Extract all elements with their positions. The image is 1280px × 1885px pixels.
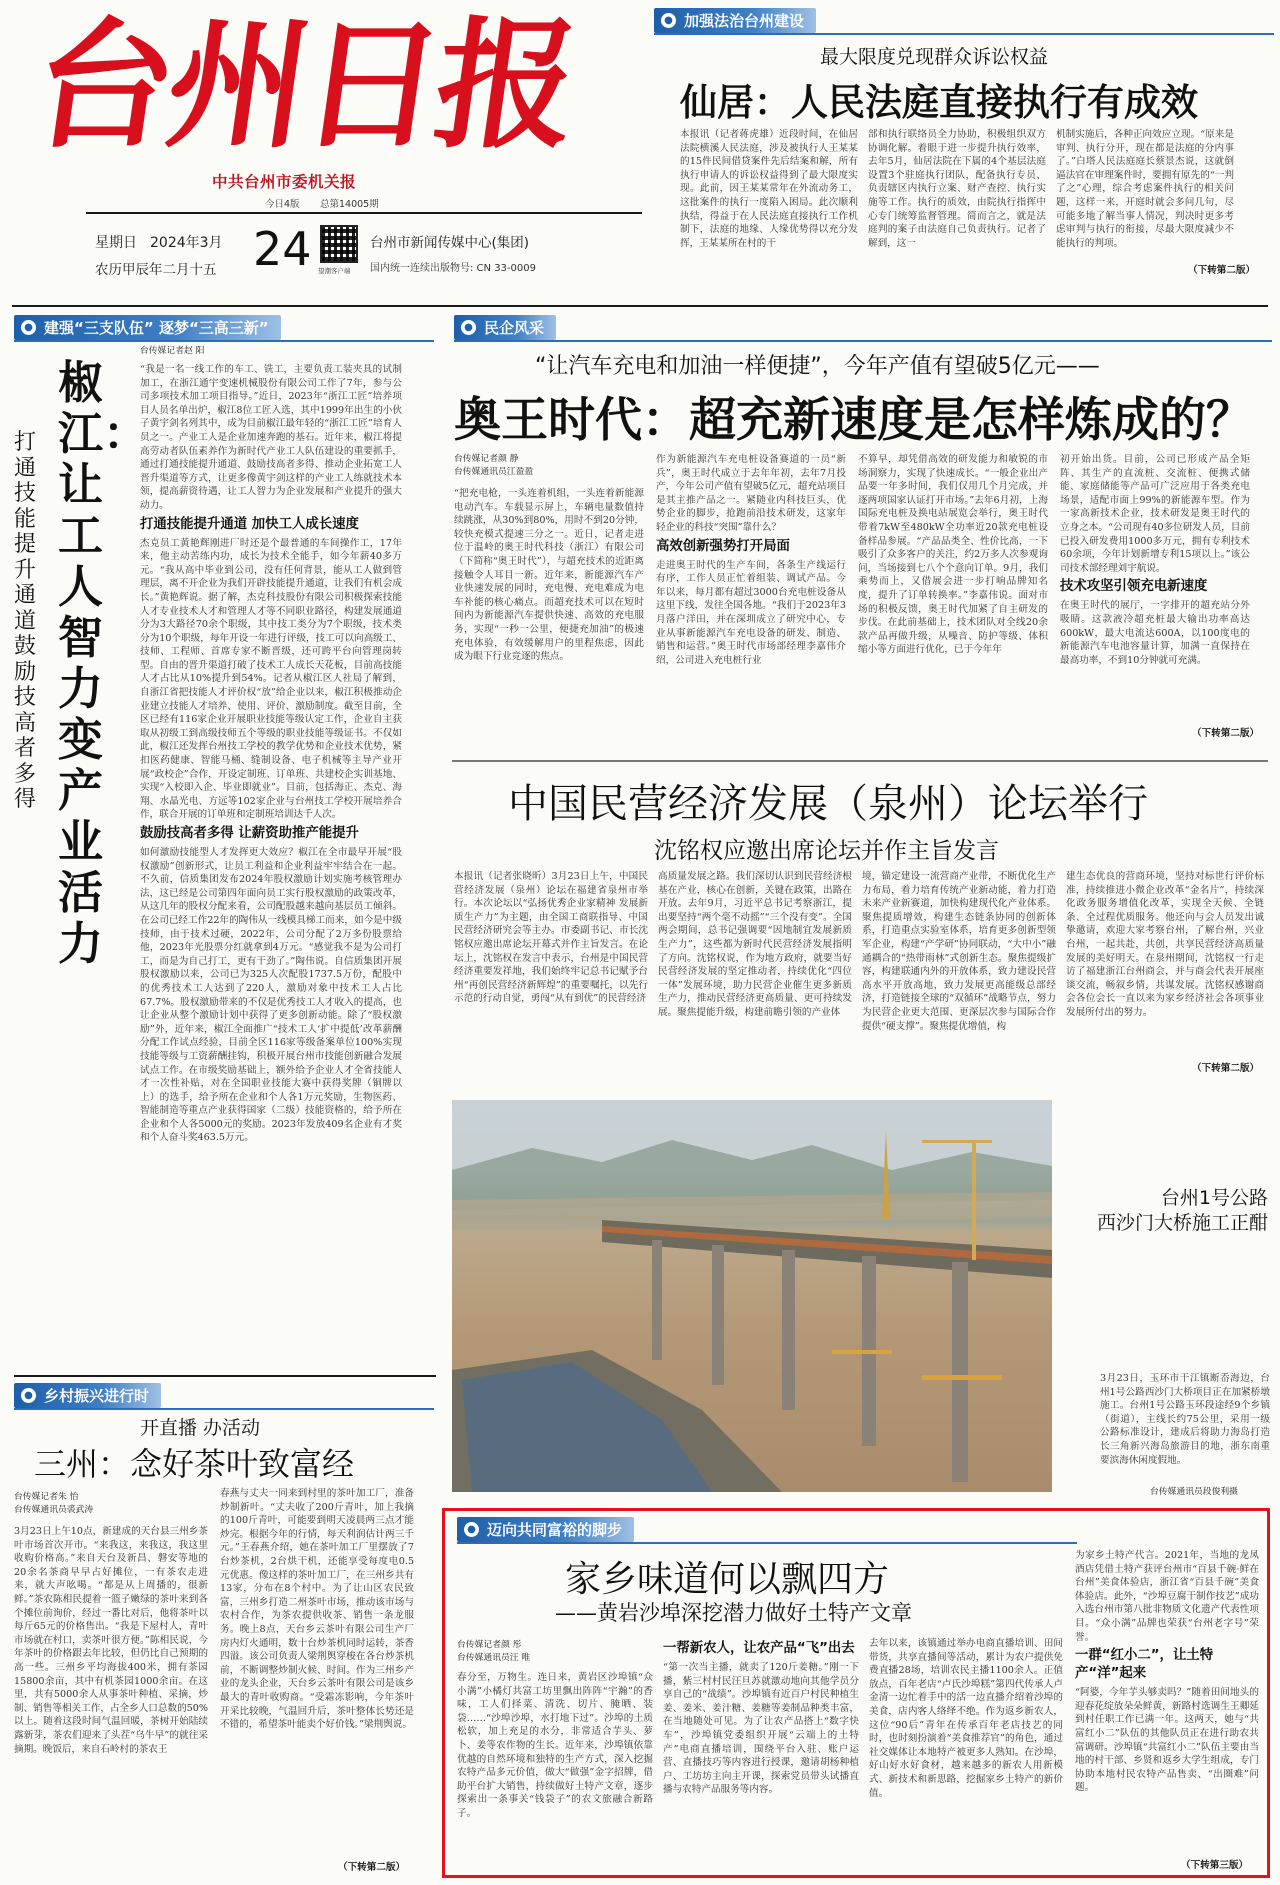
page-count: 今日4版 [265, 199, 300, 210]
article-column: 本报讯（记者蒋虎雄）近段时间，在仙居法院横溪人民法庭，涉及被执行人王某某的15件民间借贷案件先后结案和解，所有执行申请人的诉讼权益得到了最大限度实现。此前，因王某某常年在外流动务工，这批案件的执行一度陷入困局。此次顺利执结，得益于在人民法庭直接执行工作机制下，法庭的地缘、人缘优势得以充分发挥，王某某所在村的干 [680, 129, 858, 249]
issue-number: 总第14005期 [320, 199, 379, 210]
photo-title-line: 西沙门大桥施工正酣 [1096, 1212, 1268, 1234]
continued-note: （下转第二版） [1188, 265, 1256, 276]
section-tag-line [14, 340, 434, 342]
byline: 台传媒记者颜 彤 [457, 1640, 522, 1650]
article-headline: 仙居：人民法庭直接执行有成效 [680, 81, 1198, 124]
article-column: 机制实施后，各种正向效应立现。“原来是审判、执行分开，现在都是法庭的分内事了。”白塔人民法庭庭长蔡景杰说，这就倒逼法官在审理案件时，要拥有原先的“一判了之”心理，综合考虑案件执行的相关问题，这样一来，开庭时就会多问几句，尽可能多地了解当事人情况，判决时更多考虑审判与执行的衔接，尽最大限度减少不能执行的判项。 [1056, 129, 1234, 249]
article-column: 境，锚定建设一流营商产业带，不断优化生产力布局，着力培育传统产业新动能，着力打造未来产业新赛道，加快构建现代化产业体系。聚焦提质增效，构建生态链条协同的创新体系，打造重点实验室体系，培育更多创新型领军企业，构建“产学研”协同联动，“大中小”融通耦合的“热带雨林”式创新生态。聚焦提级扩容，构建联通内外的开放体系，致力建设民营高水平开放高地，致力发展更高能级总部经济，打造链接全球的“双循环”战略节点，努力为民营企业更大范围、更深层次参与国际合作提供“硬支撑”。聚焦提优增值，构 [862, 871, 1056, 1032]
article-column [1075, 1549, 1259, 1855]
section-badge-icon: ● [461, 320, 476, 335]
byline: 台传媒记者赵 阳 [140, 346, 205, 356]
qr-code[interactable] [320, 225, 358, 263]
weekday: 星期日 [95, 235, 137, 251]
section-tag-rule-of-law [654, 8, 816, 33]
article-subhead: 沈铭权应邀出席论坛并作主旨发言 [654, 838, 999, 864]
paragraph: 为家乡土特产代言。2021年，当地的龙凤酒店凭借土特产获评台州市“百县千碗·鲜在台州”美食体验店，浙江省“百县千碗”美食体验店。此外，“沙埠豆腐干制作技艺”成功入选台州市第八批非物质文化遗产代表性项目。“众小满”品牌也荣获“台州老字号”荣誉。 [1075, 1550, 1259, 1643]
article-column [656, 453, 846, 739]
article-column [1060, 453, 1250, 725]
byline: 台传媒记者朱 怡 [14, 1492, 79, 1502]
continued-note: （下转第二版） [1192, 1063, 1260, 1074]
section-tag-label: 建强“三支队伍” 逐梦“三高三新” [44, 319, 269, 337]
logo-text: 台州日报 [46, 6, 576, 156]
day-number: 24 [253, 222, 312, 276]
section-tag-common-prosperity [457, 1517, 634, 1542]
lunar-date: 农历甲辰年二月十五 [95, 262, 217, 278]
paragraph: “第一次当主播，就卖了120斤姜糖。”刚一下播，紫三村村民汪旦苏就激动地向其他学员分享自己的“战绩”。沙埠镇有近百户村民种植生姜、姜米、姜汁糖、姜糖等姜制品种类丰富，在当地随处可见。为了让农产品搭上“数字快车”，沙埠镇党委组织开展“云端上的土特产”电商直播培训，围绕平台入驻、账户运营、直播技巧等内容进行授课，邀请胡杨种植户、工坊坊主向主开课，探索党员带头试播直播与农特产品服务等内容。 [663, 1662, 859, 1796]
article-subhead: ——黄岩沙埠深挖潜力做好土特产文章 [555, 1601, 912, 1625]
article-column: 高质量发展之路。我们深切认识到民营经济根基在产业，核心在创新，关键在政策，出路在开放。去年9月，习近平总书记考察浙江，提出要坚持“两个毫不动摇”“三个没有变”。全国两会期间，总书记强调要“因地制宜发展新质生产力”，这些都为新时代民营经济发展指明了方向。沈铭权说，作为地方政府，就要当好民营经济发展的坚定推动者，持续优化“四位一体”发展环境，助力民营企业催生更多新质生产力，推动民营经济更高质量、更可持续发展。聚焦提能升级，构建前瞻引领的产业体 [658, 871, 852, 1018]
section-tag-private-enterprise [454, 315, 556, 340]
common-prosperity-article [442, 1508, 1270, 1878]
section-tag-label: 迈向共同富裕的脚步 [487, 1521, 623, 1539]
article-column [663, 1637, 859, 1871]
section-tag-skills [14, 315, 281, 340]
byline: 台传媒通讯员裘武涛 [14, 1505, 94, 1515]
section-tag-line [14, 1408, 434, 1410]
photo-title-line: 台州1号公路 [1160, 1187, 1268, 1209]
rule-of-law-article [650, 0, 1280, 305]
new-energy-article [440, 305, 1280, 775]
article-column: 春分至，万物生。连日来，黄岩区沙埠镇“众小满”小橘灯共富工坊里飘出阵阵“宇瀚”的香味，工人们择菜、清洗、切片、腌晒、装袋……“沙埠沙埠，水打地下过”。沙埠的土质松软，加上充足的水分，非常适合芋头、萝卜、姜等农作物的生长。近年来，沙埠镇依靠优越的自然环境和独特的生产方式，深入挖掘农特产品多元价值，做大“做强”金字招牌，借助平台扩大销售，持续做好土特产文章，逐步探索出一条事关“钱袋子”的农文旅融合新路子。 [457, 1672, 653, 1819]
skills-main-column [140, 363, 402, 1239]
masthead-rule [86, 212, 642, 214]
paragraph: 如何激励技能型人才发挥更大效应？椒江在全市最早开展“股权激励”创新形式，让员工利益和企业利益牢牢结合在一起。不久前，信质集团发布2024年股权激励计划实施考核管理办法，这已经是公司第四年面向员工实行股权激励的政策改革，从这几年的股权分配来看，公司配股越来越向基层员工倾斜。在公司已经工作22年的陶伟从一线模具梯工而来，如今是中级技师，由于技术过硬，2022年，公司分配了2万多份股票给他，2023年光股票分红就拿到4万元。“感觉我不是为公司打工，而是为自己打工，更有干劲了。”陶伟说。自信质集团开展股权激励以来，公司已为325人次配股1737.5万份，配股中的优秀技术工人达到了220人，激励对象中技术工人占比67.7%。股权激励带来的不仅是优秀技工人才收入的提高，也让企业从整个激励计划中获得了更多创新动能。除了“股权激励”外，近年来，椒江全面推广“技术工人‘扩中提低’改革薪酬分配工作试点经验，目前全区116家等级备案单位100%实现技能等级与工资薪酬挂钩，积极开展台州市技能创新融合发展试点工作。在市级奖励基础上，额外给予企业人才全省技能人才一次性补贴，对在全国职业技能大赛中获得奖牌（铜牌以上）的选手，给予所在企业和个人各1万元奖励，生物医药、智能制造等重点产业获得国家（二级）技能资格的，给予所在企业和个人各5000元的奖励。2023年发放409名企业有才奖和个人奋斗奖463.5万元。 [140, 847, 402, 1144]
article-headline: 中国民营经济发展（泉州）论坛举行 [508, 781, 1148, 827]
photo-caption: 3月23日，玉环市干江镇断岙海边，台州1号公路西沙门大桥项目正在加紧桥墩施工。台州1号公路玉环段途经9个乡镇（街道），主线长约75公里，采用一级公路标准设计，建成后将助力海岛打造长三角新兴海岛旅游目的地，浙东南重要滨海休闲度假地。 [1100, 1373, 1270, 1466]
section-tag-line [457, 1542, 1077, 1544]
logo-calligraphy-icon [46, 6, 576, 156]
section-tag-label: 加强法治台州建设 [684, 12, 805, 30]
article-kicker: “让汽车充电和加油一样便捷”，今年产值有望破5亿元—— [535, 354, 1100, 379]
subheading: 鼓励技高者多得 让薪资助推产能提升 [140, 826, 359, 841]
qr-caption: 望潮客户端 [318, 267, 351, 275]
bridge-photo [452, 1100, 1052, 1492]
article-kicker: 开直播 办活动 [140, 1417, 261, 1439]
paragraph: 走进奥王时代的生产车间，各条生产线运行有序，工作人员正忙着组装、调试产品。今年以来，每月都有超过3000台充电桩设备从这里下线，发往全国各地。“我们于2023年3月落户洋田，并在深圳成立了研究中心，专业从事新能源汽车充电设备的研发、制造、销售和运营。”奥王时代市场部经理李嘉伟介绍，公司进入充电桩行业 [656, 559, 846, 666]
section-tag-label: 乡村振兴进行时 [44, 1387, 150, 1405]
article-headline: 家乡味道何以飘四方 [565, 1559, 890, 1600]
cn-code: 国内统一连续出版物号: CN 33-0009 [370, 263, 536, 274]
continued-note: （下转第二版） [338, 1862, 406, 1873]
org-name: 中共台州市委机关报 [212, 173, 357, 191]
paragraph: “我是一名一线工作的车工、铣工，主要负责工装夹具的试制加工，在浙江通宇变速机械股份有限公司工作了7年，参与公司多项技术加工项目指导。”近日，2023年“浙江工匠”培养项目人员名单出炉，椒江8位工匠入选，其中1999年出生的小伙子黄宇剑名列其中，成为目前椒江最年轻的“浙江工匠”培育人员之一。产业工人是企业加速奔跑的基石。近年来，椒江将提高劳动者队伍素养作为新时代产业工人队伍建设的重要抓手，通过打通技能提升通道、鼓励技高者多得、推动企业拓宽工人晋升渠道等方式，让更多像黄宇剑这样的产业工人练就技术本领，提高薪资待遇，让工人智力为企业发展和产业提升的强大动力。 [140, 364, 402, 511]
photo-title [1068, 1186, 1268, 1236]
article-column: 部和执行联络员全力协助，积极组织双方协调化解。着眼于进一步提升执行效率，去年5月，仙居法院在下属的4个基层法庭设置3个驻庭执行团队，配备执行专员、负责辖区内执行立案、财产查控、执行实施等工作。执行的质效，由院执行指挥中心专门统筹监督管理。简而言之，就是法庭判的案子由法庭自己负责执行。记者了解到，这一 [868, 129, 1046, 249]
section-badge-icon: ● [21, 1388, 36, 1403]
newspaper-logo [46, 6, 576, 156]
date-text: 2024年3月 [150, 235, 223, 251]
article-column: 春燕与丈夫一同来到村里的茶叶加工厂，准备炒制新叶。“丈夫收了200斤青叶，加上我摘的100斤青叶，可能要到明天凌晨两三点才能炒完。根据今年的行情，每天利润估计两三千元。”王春燕介绍，她在茶叶加工厂里摆放了7台炒茶机，2台烘干机，还能享受每度电0.5元优惠。像这样的茶叶加工厂，在三州乡共有13家，分布在8个村中。为了让山区农民致富，三州乡打造二州茶叶市场，推动该市场与农村合作，为茶农提供收茶、销售一条龙服务。晚上8点，天台乡云茶叶有限公司生产厂房内灯火通明，数十台炒茶机同时运转，茶香四溢。该公司负责人梁荆舆穿梭在各台炒茶机前，不断调整炒制火候、时间。作为三州乡产业的龙头企业，天台乡云茶叶有限公司是该乡最大的青叶收购商。“受霜冻影响，今年茶叶开采比较晚，气温回升后，茶叶整体长势还是不错的，希望茶叶能卖个好价钱。”梁荆舆说。 [220, 1488, 414, 1731]
article-column: 建生态优良的营商环境，坚持对标世行评价标准，持续推进小微企业改革“金名片”，持续深化政务服务增值化改革，实现全天候、全链条、全过程优质服务。他还向与会人员发出诚挚邀请，欢迎大家考察台州，了解台州，兴业台州，一起共赴，共创，共享民营经济高质量发展的美好明天。在泉州期间，沈铭权一行走访了福建浙江台州商会，并与商会代表开展座谈交流，畅叙乡情，共谋发展。沈铭权感谢商会各位会长一直以来为家乡经济社会各项事业发展所付出的努力。 [1066, 871, 1264, 1018]
subheading: 一帮新农人，让农产品“飞”出去 [663, 1641, 855, 1656]
article-column: 去年以来，该镇通过举办电商直播培训、田间带货，共享直播间等活动，累计为农户提供免费直播28场，培训农民主播1100余人。正值放点，百年老店“卢氏沙埠糕”第四代传承人卢金清一边忙着手中的活一边直播介绍着沙埠的美食，店内客人络绎不绝。作为返乡新农人，这位“90后”青年在传承百年老店技艺的同时，也时刻扮演着“美食推荐官”的角色，通过社交媒体让本地特产被更多人熟知。在沙埠，好山好水好食材，越来越多的新农人用新模式、新技术和新思路，挖掘家乡土特产的新价值。 [869, 1638, 1063, 1799]
section-badge-icon: ● [661, 13, 676, 28]
continued-note: （下转第二版） [1192, 728, 1260, 739]
article-headline: 三州：念好茶叶致富经 [34, 1445, 355, 1483]
bridge-illustration-icon [452, 1100, 1052, 1492]
continued-note: （下转第三版） [1181, 1860, 1249, 1871]
article-kicker: 最大限度兑现群众诉讼权益 [820, 46, 1049, 68]
section-tag-label: 民企风采 [484, 319, 545, 337]
forum-article [440, 762, 1280, 1092]
article-column: 本报讯（记者张晓昕）3月23日上午，中国民营经济发展（泉州）论坛在福建省泉州市举行。本次论坛以“弘扬优秀企业家精神 发展新质生产力”为主题，由全国工商联指导、中国民营经济研究会等主办。市委副书记、市长沈铭权应邀出席论坛开幕式并作主旨发言。在论坛上，沈铭权在发言中表示，台州是中国民营经济重要发祥地，我们始终牢记总书记赋予台州“再创民营经济新辉煌”的重要嘱托，以先行示范的行动自觉，勇闯“从有到优”的民营经济 [454, 871, 648, 1005]
subheading: 打通技能提升通道 加快工人成长速度 [140, 516, 359, 532]
paragraph: 作为新能源汽车充电桩设备赛道的一员“新兵”，奥王时代成立于去年年初，去年7月投产，今年公司产值有望破5亿元，超充站项目是其主推产品之一。紧随业内科技巨头，优势企业的脚步，抢跑前沿技术研发，这家年轻企业的科技“突围”靠什么？ [656, 454, 846, 533]
paragraph: 初开始出货。目前，公司已形成产品全矩阵、其生产的直流桩、交流桩、便携式储能、家庭储能等产品可广泛应用于各类充电场景，适配市面上99%的新能源车型。作为一家高新技术企业，技术研发是奥王时代的立身之本。“公司现有40多位研发人员，目前已投入研发费用1000多万元，拥有专利技术60余项，今年计划新增专利15项以上。”该公司技术部经理刘宇航说。 [1060, 454, 1250, 574]
section-tag-rural [14, 1383, 161, 1408]
paragraph: “阿婆，今年芋头够卖吗？”随着田间地头的迎春花绽放朵朵鲜黄，新路村选调生王卿延到村任职工作已满一年。这两天，她与“共富红小二”队伍的其他队员正在进行助农共富调研。沙埠镇“共富红小二”队伍主要由当地的村干部、乡贤和返乡大学生组成，专门协助本地村民农特产品售卖、“出圈难”问题。 [1075, 1687, 1259, 1794]
section-badge-icon: ● [21, 320, 36, 335]
publisher: 台州市新闻传媒中心(集团) [370, 235, 530, 251]
subheading: 高效创新强势打开局面 [656, 538, 790, 554]
paragraph: 在奥王时代的展厅，一字排开的超充站分外吸睛。这款液冷超充桩最大输出功率高达600kW，最大电流达600A，以100度电的新能源汽车电池容量计算，加满一直保持在最高功率，不到10分钟就可充满。 [1060, 600, 1250, 666]
section-tag-line [454, 340, 1272, 342]
article-column: “把充电枪，一头连着机组，一头连着新能源电动汽车。车载显示屏上，车辆电量数值持续跳涨，从30%到80%，用时不到20分钟，较快充模式提速三分之一。近日，记者走进位于温岭的奥王时代科技（浙江）有限公司（下简称“奥王时代”），与超充技术的近距离接触令人耳目一新。近年来，新能源汽车产业快速发展的同时，充电慢、充电难成为电车补能的核心痛点。而超充技术可以在短时间内为新能源汽车提供快速、高效的充电服务，实现“一秒一公里，便捷充加油”的极速充电体验，有效缓解用户的里程焦虑，因此成为眼下行业竞逐的焦点。 [454, 488, 644, 663]
subheading: 技术攻坚引领充电新速度 [1060, 579, 1208, 595]
tea-article [0, 1375, 440, 1885]
skills-article [0, 305, 440, 1385]
byline: 台传媒记者颜 静 [454, 454, 519, 464]
article-column: 3月23日上午10点，新建成的天台县三州乡茶叶市场首次开市。“来我这，来我这，我这里收购价格高。”来自天台及新昌、磐安等地的20余名茶商早早占好摊位，一有茶农走进来，就大声吆喝。“都是从上周播的，很新鲜。”茶农陈相民提着一篮子嫩绿的茶叶来到各个摊位前询价，经过一番比对后，他将茶叶以每斤65元的价格售出。“我是下屋村人，青叶市场就在村口，卖茶叶很方便。”陈相民说，今年茶叶的价格跟去年比较，但仍比自己预期的高一些。三州乡平均海拔400米，拥有茶园15800余亩，其中有机茶园1000余亩。在这里，共有5000余人从事茶叶种植、采摘，炒制、销售等相关工作，占全乡人口总数的50%以上。随着这段时间气温回暖，茶树开始陆续露新芽，茶农们迎来了头茬“乌牛早”的就往采摘期。晚饭后，来自石岭村的茶农王 [14, 1526, 208, 1755]
section-tag-line [654, 33, 1274, 35]
paragraph: 杰克员工黄艳辉刚进厂时还是个最普通的车间操作工，17年来，他主动苦练内功，成长为技术全能手，如今年薪40多万元。“我从高中毕业到公司，没有任何背景，能从工人做到管理层，离不开企业为我们开辟技能提升通道，让我们有机会成长。”黄艳辉说。据了解，杰克科技股份有限公司积极探索技能人才专业技术人才和管理人才等不同职业路径，构建发展通道分为3大路径70余个职级，其中技工类分为7个职级，技术类分为10个职级，每年开设一年进行评级，技工可以向高级工、技师、工程师、首席专家不断晋级，还可跨平台向管理岗转型。自由的晋升渠道打破了技术工人成长天花板，目前高技能人才占比从10%提升到54%。记者从椒江区人社局了解到，自浙江省把技能人才评价权“放”给企业以来，椒江积极推动企业建立技能人才培养、使用、评价、激励制度。截至目前，全区已经有116家企业开展职业技能等级认定工作，企业自主获取从初级工到高级技师五个等级的职业技能等级证书。不仅如此，椒江还发挥台州技工学校的教学优势和企业技术优势，紧扣医药健康、智能马桶、缝制设备、电子机械等主导产业开展“政校企”合作，开设定制班、订单班、共建校企实训基地、实现“入校即入企、毕业即就业”。目前，包括海正、杰克、海翔、水晶光电、方远等102家企业与台州技工学校开展培养合作，联合开展的订单班和定制班培训达千人次。 [140, 537, 402, 821]
section-badge-icon: ● [464, 1522, 479, 1537]
vertical-headline: 椒江：让工人智力变产业活力 [58, 356, 149, 970]
subheading: 一群“红小二”，让土特产“洋”起来 [1075, 1648, 1214, 1682]
article-headline: 奥王时代：超充新速度是怎样炼成的？ [454, 393, 1253, 448]
photo-credit: 台传媒通讯员段俊利摄 [1150, 1487, 1238, 1497]
byline: 台传媒通讯员江盈盈 [454, 467, 534, 477]
vertical-subtitle: 打通技能提升通道 鼓励技高者多得 [14, 430, 37, 812]
masthead [0, 0, 650, 300]
byline: 台传媒通讯员汪 唯 [457, 1653, 531, 1663]
article-column: 不算早，却凭借高效的研发能力和敏锐的市场洞察力，实现了快速成长。“一般企业出产品要一年多时间，我们仅用几个月完成，并逐两项国家认证打开市场。”去年6月初，上海国际充电桩及换电站展览会举行，奥王时代带着7kW至480kW全功率近20款充电桩设备样品参展。“产品品类全、性价比高，一下吸引了众多客户的关注，约2万多人次参观询问，当场接到七八个个意向订单。9月，我们乘势而上，又借展会进一步打响品牌知名度，提升了订单转换率。”李嘉伟说。面对市场的积极反馈，奥王时代加紧了自主研发的步伐。在此前基础上，技术团队对全线20余款产品再做升级，从噪音、防护等级、体积缩小等方面进行优化，已于今年年 [858, 454, 1048, 656]
